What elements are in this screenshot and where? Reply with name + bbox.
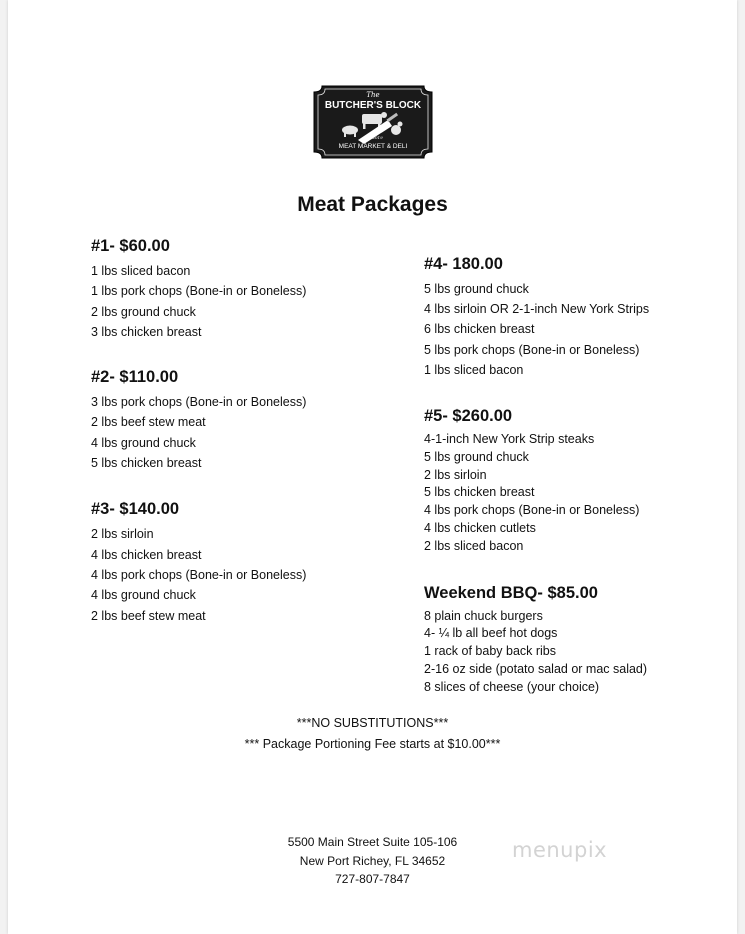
package-item: 5 lbs chicken breast [424,485,535,500]
logo-est: Est. 2019 [363,135,383,140]
butchers-block-logo [308,84,438,160]
package-heading: #1- $60.00 [91,237,170,255]
package-item: 2 lbs sliced bacon [424,538,524,553]
logo-bottom-text: MEAT MARKET & DELI [338,143,408,150]
package-5 [424,406,724,556]
address-line-1: 5500 Main Street Suite 105-106 [287,835,458,849]
package-item: 4 lbs chicken cutlets [424,521,536,535]
package-item: 2 lbs beef stew meat [91,415,206,430]
package-heading: #4- 180.00 [424,255,503,273]
package-item: 1 lbs pork chops (Bone-in or Boneless) [91,284,307,299]
package-item: 4 lbs ground chuck [91,588,196,603]
notes [0,713,745,755]
package-3 [91,499,391,625]
package-item: 4 lbs ground chuck [91,435,196,450]
package-4 [424,254,724,380]
right-column [424,254,724,723]
package-item: 1 lbs sliced bacon [91,264,191,278]
package-item: 4 lbs pork chops (Bone-in or Boneless) [91,567,307,582]
package-heading: #2- $110.00 [91,368,179,387]
package-item: 4-1-inch New York Strip steaks [424,432,595,447]
package-2 [91,367,391,473]
package-item: 2 lbs ground chuck [91,304,196,319]
logo-name: BUTCHER'S BLOCK [324,100,422,111]
package-item: 2 lbs sirloin [424,467,487,482]
package-item: 5 lbs ground chuck [424,449,529,464]
package-1 [91,236,391,342]
package-item: 2 lbs beef stew meat [91,608,206,623]
package-item: 2-16 oz side (potato salad or mac salad) [424,661,648,676]
package-heading: #3- $140.00 [91,500,180,519]
package-item: 1 lbs sliced bacon [424,362,524,377]
package-item: 5 lbs ground chuck [424,282,529,296]
no-substitutions-note: ***NO SUBSTITUTIONS*** [296,716,449,730]
package-item: 3 lbs pork chops (Bone-in or Boneless) [91,395,307,410]
package-item: 4- ¼ lb all beef hot dogs [424,626,558,641]
package-item: 6 lbs chicken breast [424,322,535,337]
logo-top-text: The [366,91,380,99]
package-item: 2 lbs sirloin [91,527,154,542]
footer-contact [0,833,745,889]
address-line-2: New Port Richey, FL 34652 [299,853,446,868]
page-title: Meat Packages [297,193,448,216]
package-item: 3 lbs chicken breast [91,324,202,339]
left-column [91,236,391,651]
package-weekend-bbq [424,583,724,697]
package-item: 1 rack of baby back ribs [424,644,557,659]
package-item: 4 lbs chicken breast [91,547,202,562]
phone-number: 727-807-7847 [335,872,410,886]
package-heading: #5- $260.00 [424,407,513,426]
package-item: 5 lbs chicken breast [91,456,202,471]
package-heading: Weekend BBQ- $85.00 [424,583,598,602]
portioning-fee-note: *** Package Portioning Fee starts at $10.00*** [244,737,501,751]
package-item: 5 lbs pork chops (Bone-in or Boneless) [424,342,640,357]
package-item: 4 lbs sirloin OR 2-1-inch New York Strips [424,302,650,317]
menupix-watermark: menupix [512,838,608,862]
package-item: 4 lbs pork chops (Bone-in or Boneless) [424,503,640,518]
package-item: 8 slices of cheese (your choice) [424,679,600,694]
package-item: 8 plain chuck burgers [424,608,543,623]
